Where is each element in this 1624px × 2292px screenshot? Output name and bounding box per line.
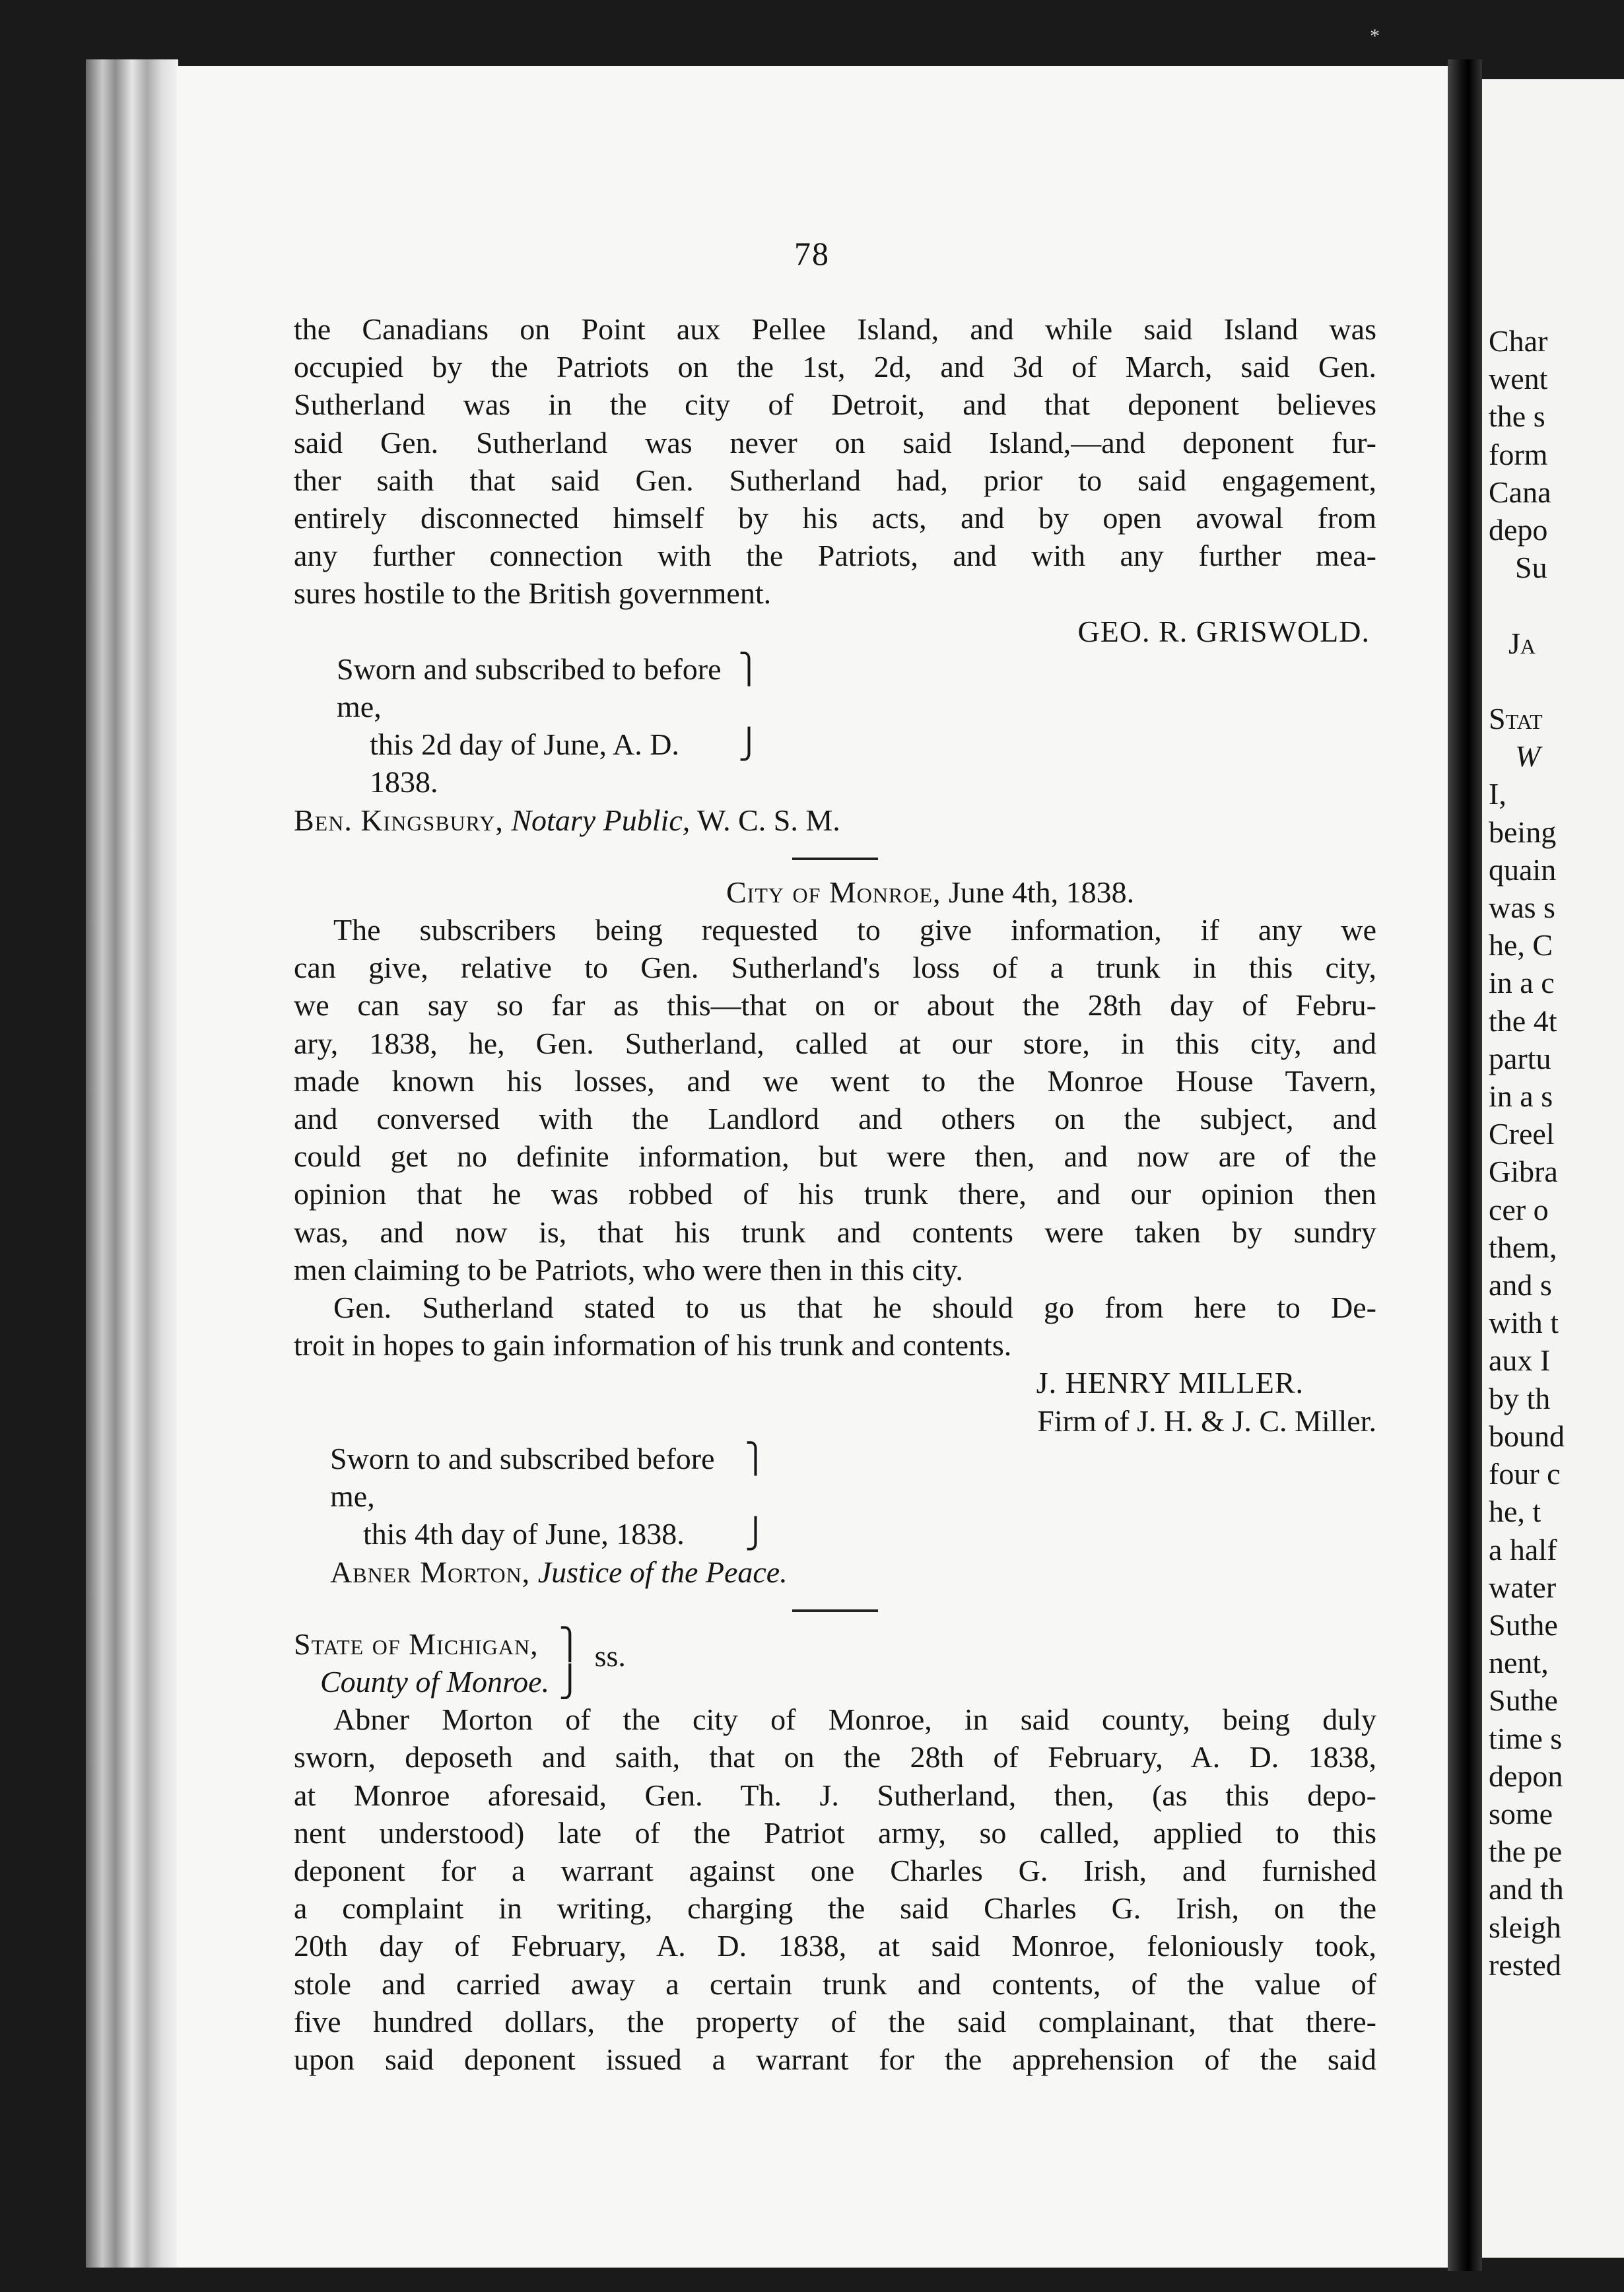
text-line: ther saith that said Gen. Sutherland had, prior to said engagement, — [294, 463, 1376, 497]
section-divider — [792, 1609, 878, 1612]
jurat-line — [294, 1515, 1376, 1553]
facing-page-fragment: four c — [1489, 1457, 1561, 1491]
notary-name: Ben. Kingsbury, — [294, 803, 504, 837]
text-line: made known his losses, and we went to the Monroe House Tavern, — [294, 1063, 1376, 1098]
text-line: five hundred dollars, the property of the said complainant, that there- — [294, 2004, 1376, 2039]
text-line: could get no definite information, but were then, and now are of the — [294, 1139, 1376, 1174]
jurat-text: this 2d day of June, A. D. 1838. — [370, 727, 679, 799]
text-line: sworn, deposeth and saith, that on the 28th of February, A. D. 1838, — [294, 1740, 1376, 1774]
brace-glyph: ⎭ — [745, 1518, 766, 1551]
facing-page-fragment: Ja — [1508, 626, 1536, 660]
text-line: 20th day of February, A. D. 1838, at said Monroe, feloniously took, — [294, 1929, 1376, 1963]
facing-page-column — [1489, 322, 1624, 1984]
text-line: and conversed with the Landlord and others on the subject, and — [294, 1102, 1376, 1136]
facing-page-fragment: was s — [1489, 891, 1555, 925]
firm-line: Firm of J. H. & J. C. Miller. — [1037, 1403, 1376, 1438]
text-line: Gen. Sutherland stated to us that he should go from here to De- — [333, 1291, 1376, 1325]
facing-page-fragment: bound — [1489, 1419, 1565, 1453]
facing-page-fragment: being — [1489, 815, 1557, 849]
brace-glyph: ⎫ — [738, 652, 760, 685]
griswold-deposition — [294, 310, 1376, 839]
facing-page-fragment: water — [1489, 1570, 1557, 1604]
text-line: The subscribers being requested to give information, if any we — [333, 913, 1376, 947]
main-text-column — [294, 310, 1376, 2078]
text-line: nent understood) late of the Patriot army, so called, applied to this — [294, 1815, 1376, 1850]
book-spine-edge — [86, 59, 178, 2268]
morton-affidavit — [294, 1625, 1376, 2078]
text-line: men claiming to be Patriots, who were then in this city. — [294, 1252, 963, 1287]
text-line: any further connection with the Patriots, and with any further mea- — [294, 539, 1376, 573]
venue-state: State of Michigan, — [294, 1627, 539, 1661]
facing-page-fragment: he, C — [1489, 928, 1553, 962]
facing-page-fragment: in a s — [1489, 1079, 1553, 1114]
text-line: stole and carried away a certain trunk and contents, of the value of — [294, 1967, 1376, 2001]
text-line: was, and now is, that his trunk and contents were taken by sundry — [294, 1215, 1376, 1249]
text-line: upon said deponent issued a warrant for the apprehension of the said — [294, 2042, 1376, 2076]
text-line: entirely disconnected himself by his acts, and by open avowal from — [294, 501, 1376, 535]
text-line: troit in hopes to gain information of his trunk and contents. — [294, 1328, 1012, 1363]
text-line: we can say so far as this—that on or about the 28th day of Febru- — [294, 988, 1376, 1023]
facing-page-fragment: Stat — [1489, 702, 1543, 736]
text-line: can give, relative to Gen. Sutherland's loss of a trunk in this city, — [294, 951, 1376, 985]
facing-page-fragment: nent, — [1489, 1646, 1549, 1680]
venue-block — [294, 1625, 1376, 1701]
notary-title: Notary Public, — [511, 803, 691, 837]
facing-page-fragment: Gibra — [1489, 1155, 1558, 1189]
text-line: at Monroe aforesaid, Gen. Th. J. Sutherland, then, (as this depo- — [294, 1778, 1376, 1812]
facing-page-fragment: rested — [1489, 1947, 1561, 1982]
venue-county: County of Monroe. — [320, 1664, 550, 1699]
facing-page-fragment — [1489, 586, 1624, 624]
facing-page-fragment: sleigh — [1489, 1910, 1561, 1944]
brace-glyph: ⎭ — [738, 728, 760, 761]
facing-page-fragment: Cana — [1489, 475, 1551, 509]
justice-title: Justice of the Peace. — [537, 1555, 788, 1589]
signature-griswold: GEO. R. GRISWOLD. — [1077, 614, 1370, 648]
facing-page-fragment: went — [1489, 362, 1548, 396]
jurat-text: Sworn to and subscribed before me, — [330, 1441, 715, 1514]
facing-page-fragment: W — [1515, 739, 1541, 774]
facing-page-fragment: the 4t — [1489, 1003, 1557, 1038]
facing-page-fragment: the pe — [1489, 1835, 1563, 1869]
facing-page-fragment: in a c — [1489, 966, 1555, 1000]
brace-glyph: ⎫ — [745, 1442, 766, 1475]
facing-page-fragment: with t — [1489, 1306, 1559, 1340]
facing-page-fragment: time s — [1489, 1721, 1563, 1755]
jurat-text: Sworn and subscribed to before me, — [337, 652, 722, 724]
facing-page-fragment: partu — [1489, 1041, 1551, 1075]
facing-page-fragment: quain — [1489, 852, 1557, 887]
facing-page-fragment: a half — [1489, 1532, 1557, 1567]
text-line: deponent for a warrant against one Charles G. Irish, and furnished — [294, 1853, 1376, 1887]
text-line: the Canadians on Point aux Pellee Island, and while said Island was — [294, 312, 1376, 346]
jurat-text: this 4th day of June, 1838. — [363, 1517, 685, 1551]
venue-ss: ss. — [594, 1638, 626, 1673]
text-line: ary, 1838, he, Gen. Sutherland, called at our store, in this city, and — [294, 1026, 1376, 1060]
jurat-line — [294, 1440, 1376, 1515]
section-divider — [792, 858, 878, 860]
facing-page-fragment: aux I — [1489, 1343, 1551, 1378]
facing-page-fragment: and th — [1489, 1872, 1564, 1906]
notary-place: W. C. S. M. — [696, 803, 840, 837]
dateline-place: City of Monroe, — [726, 875, 941, 909]
dateline-date: June 4th, 1838. — [949, 875, 1135, 909]
facing-page-fragment: form — [1489, 437, 1548, 471]
facing-page-fragment: Su — [1515, 551, 1547, 585]
facing-page-fragment: by th — [1489, 1381, 1551, 1415]
signature-miller: J. HENRY MILLER. — [1036, 1366, 1304, 1400]
text-line: Abner Morton of the city of Monroe, in said county, being duly — [333, 1702, 1376, 1737]
facing-page-fragment: depon — [1489, 1759, 1563, 1793]
text-line: Sutherland was in the city of Detroit, and that deponent believes — [294, 388, 1376, 422]
facing-page-fragment — [1489, 662, 1624, 700]
page-number: 78 — [794, 235, 830, 272]
facing-page-fragment: cer o — [1489, 1192, 1549, 1227]
corner-speck: * — [1370, 25, 1380, 47]
notary-attestation — [294, 801, 1376, 839]
facing-page-fragment: the s — [1489, 399, 1545, 434]
text-line: occupied by the Patriots on the 1st, 2d, and 3d of March, said Gen. — [294, 350, 1376, 384]
miller-statement — [294, 873, 1376, 1591]
venue-brace: ⎫ ⎭ — [558, 1627, 582, 1699]
facing-page-fragment: Char — [1489, 324, 1548, 358]
facing-page-fragment: Creel — [1489, 1117, 1555, 1151]
justice-attestation — [294, 1553, 1376, 1591]
dateline — [294, 873, 1376, 911]
facing-page-fragment: I, — [1489, 777, 1506, 811]
facing-page-fragment: he, t — [1489, 1495, 1541, 1529]
justice-name: Abner Morton, — [330, 1555, 531, 1589]
book-gutter — [1448, 59, 1482, 2271]
text-line: said Gen. Sutherland was never on said Island,—and deponent fur- — [294, 425, 1376, 459]
facing-page-fragment: them, — [1489, 1230, 1557, 1264]
facing-page-fragment: depo — [1489, 513, 1548, 547]
text-line: opinion that he was robbed of his trunk there, and our opinion then — [294, 1177, 1376, 1211]
text-line: sures hostile to the British government. — [294, 576, 772, 611]
text-line: a complaint in writing, charging the said Charles G. Irish, on the — [294, 1891, 1376, 1926]
facing-page-fragment: some — [1489, 1796, 1553, 1831]
facing-page-fragment: and s — [1489, 1268, 1552, 1302]
jurat-line — [294, 650, 1376, 725]
facing-page-fragment: Suthe — [1489, 1607, 1558, 1642]
jurat-line — [294, 725, 1376, 801]
facing-page-fragment: Suthe — [1489, 1683, 1558, 1718]
venue-lines — [294, 1625, 549, 1701]
